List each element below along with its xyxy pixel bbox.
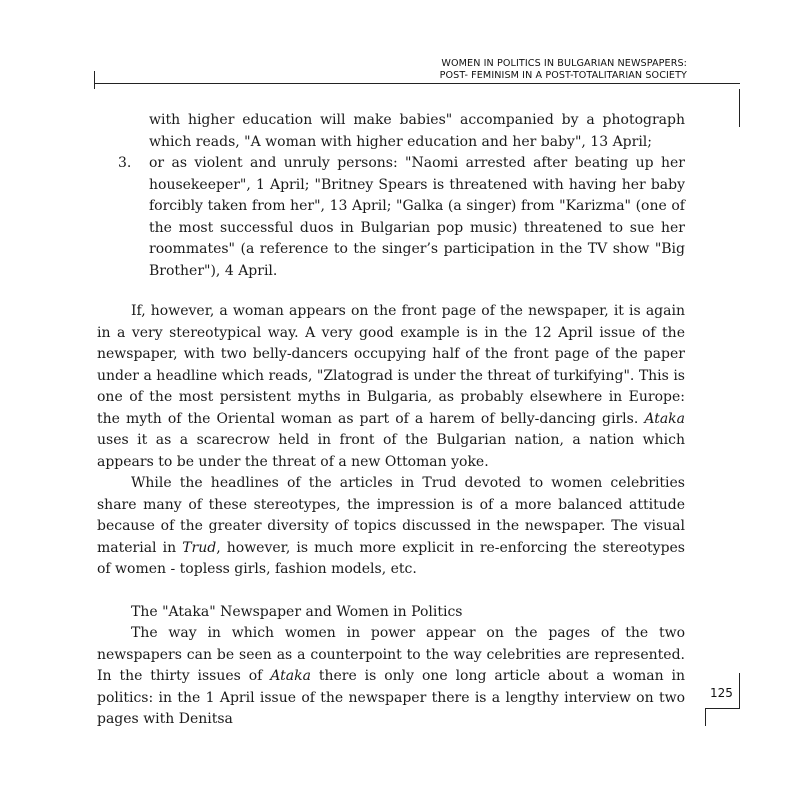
newspaper-name: Ataka [270, 668, 311, 684]
paragraph [97, 623, 685, 731]
paragraph-text: While the headlines of the articles in Trud devoted to women celebrities share many of these stereotypes, the impression is of a more balanced attitude because of the greater diversity of topics discussed in the newspaper. The visual material in [97, 475, 685, 556]
running-header-line-1: WOMEN IN POLITICS IN BULGARIAN NEWSPAPERS: [441, 58, 687, 69]
paragraph-text: there is only one long article about a woman in politics: in the 1 April issue of the newspaper there is a lengthy interview on two pages with Denitsa [97, 668, 685, 727]
list-item [118, 153, 685, 282]
page-number-rule-horizontal [705, 708, 740, 709]
newspaper-name: Ataka [644, 410, 685, 427]
page-number-rule-tick [705, 708, 706, 726]
header-rule-left-tick [94, 71, 95, 89]
running-header [440, 58, 687, 82]
paragraph [97, 473, 685, 581]
newspaper-name: Trud [182, 539, 217, 556]
page-number: 125 [710, 686, 733, 700]
numbered-list [118, 110, 685, 282]
section-heading: The "Ataka" Newspaper and Women in Politics [131, 603, 463, 620]
header-rule-right-tick [739, 89, 740, 127]
paragraph [97, 301, 685, 473]
body-text [97, 301, 685, 731]
header-rule [94, 83, 740, 84]
paragraph-gap [97, 581, 685, 602]
page-number-rule-vertical [739, 673, 740, 709]
running-header-line-2: POST- FEMINISM IN A POST-TOTALITARIAN SOCIETY [439, 70, 687, 81]
paragraph-text: The way in which women in power appear on the pages of the two newspapers can be seen as a counterpoint to the way celebrities are represented. In the thirty issues of [97, 625, 685, 684]
paragraph-text: If, however, a woman appears on the front page of the newspaper, it is again in a very stereotypical way. A very good example is in the 12 April issue of the newspaper, with two belly-dancers occupying half of the front page of the paper under a headline which reads, "Zlatograd is under the threat of turkifying". This is one of the most persistent myths in Bulgaria, as probably elsewhere in Europe: the myth of the Oriental woman as part of a harem of belly-dancing girls. [97, 303, 685, 427]
list-item-number: 3. [118, 155, 132, 171]
list-item-text: or as violent and unruly persons: "Naomi arrested after beating up her housekeeper", 1 April; "Britney Spears is threatened with having her baby forcibly taken from her", 13 April; "Galka (a singer) from "Karizma" (one of the most successful duos in Bulgarian pop music) threatened to sue her roommates" (a reference to the singer’s participation in the TV show "Big Brother"), 4 April. [149, 155, 685, 279]
paragraph-text: uses it as a scarecrow held in front of the Bulgarian nation, a nation which appears to be under the threat of a new Ottoman yoke. [97, 432, 685, 470]
paragraph-text: , however, is much more explicit in re-enforcing the stereotypes of women - topless girls, fashion models, etc. [97, 539, 685, 577]
list-item-continuation: with higher education will make babies" accompanied by a photograph which reads, "A woman with higher education and her baby", 13 April; [149, 112, 685, 150]
